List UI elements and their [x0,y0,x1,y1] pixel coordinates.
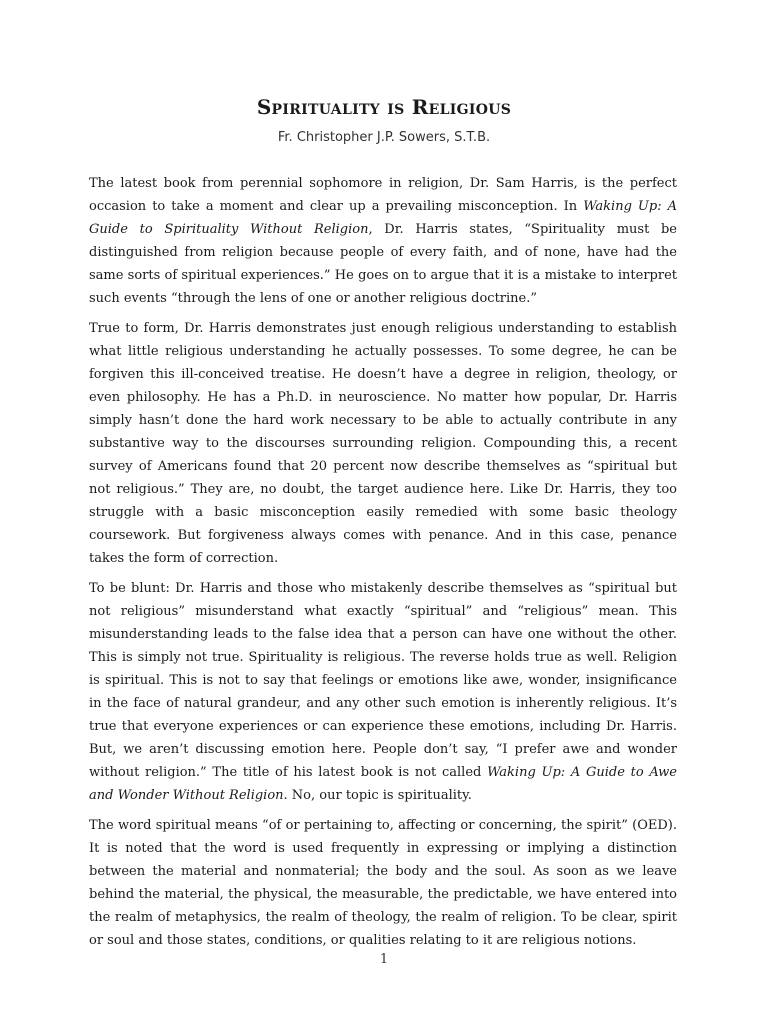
author-line: Fr. Christopher J.P. Sowers, S.T.B. [277,130,491,145]
paragraph-1-text-c: , Dr. Harris states, “Spirituality must be distinguished from religion because people of every faith, and of none, have had the same sorts of spiritual experiences.” He goes on to argue that it is a mistake to interpret such events “through the lens of one or another religious doctrine.” [89,221,677,306]
alt-book-title-italic: Waking Up: A Guide to Awe and Wonder Without Religion [89,764,677,803]
paragraph-4: The word spiritual means “of or pertaining to, affecting or concerning, the spirit” (OED). It is noted that the word is used frequently in expressing or implying a distinction between the material and nonmaterial; the body and the soul. As soon as we leave behind the material, the physical, the measurable, the predictable, we have entered into the realm of metaphysics, the realm of theology, the realm of religion. To be clear, spirit or soul and those states, conditions, or qualities relating to it are religious notions. [89,818,677,948]
paragraph-3-text-a: To be blunt: Dr. Harris and those who mistakenly describe themselves as “spiritual but not religious” misunderstand what exactly “spiritual” and “religious” mean. This misunderstanding leads to the false idea that a person can have one without the other. This is simply not true. Spirituality is religious. The reverse holds true as well. Religion is spiritual. This is not to say that feelings or emotions like awe, wonder, insignificance in the face of natural grandeur, and any other such emotion is inherently religious. It’s true that everyone experiences or can experience these emotions, including Dr. Harris. But, we aren’t discussing emotion here. People don’t say, “I prefer awe and wonder without religion.” The title of his latest book is not called [89,581,677,780]
book-title-italic: Waking Up: A Guide to Spirituality Without Religion [89,198,677,237]
article-body [89,173,677,961]
page-number: 1 [379,952,389,967]
paragraph-1-text-a: The latest book from perennial sophomore in religion, Dr. Sam Harris, is the perfect occasion to take a moment and clear up a prevailing misconception. In [89,176,677,214]
paragraph-3 [89,578,677,807]
paragraph-1 [89,173,677,310]
paragraph-2: True to form, Dr. Harris demonstrates just enough religious understanding to establish what little religious understanding he actually possesses. To some degree, he can be forgiven this ill-conceived treatise. He doesn’t have a degree in religion, theology, or even philosophy. He has a Ph.D. in neuroscience. No matter how popular, Dr. Harris simply hasn’t done the hard work necessary to be able to actually contribute in any substantive way to the discourses surrounding religion. Compounding this, a recent survey of Americans found that 20 percent now describe themselves as “spiritual but not religious.” They are, no doubt, the target audience here. Like Dr. Harris, they too struggle with a basic misconception easily remedied with some basic theology coursework. But forgiveness always comes with penance. And in this case, penance takes the form of correction. [89,321,677,566]
page-title: Spirituality is Religious [256,95,512,119]
paragraph-3-text-c: . No, our topic is spirituality. [283,787,472,803]
